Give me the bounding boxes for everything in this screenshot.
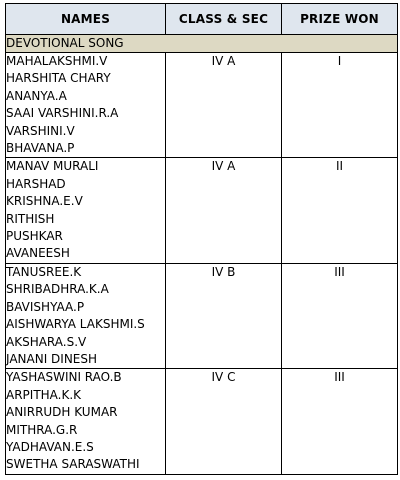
student-name: YADHAVAN.E.S xyxy=(6,439,94,454)
student-name: MAHALAKSHMI.V xyxy=(6,54,108,68)
student-name: AKSHARA.S.V xyxy=(6,334,87,349)
class-sec-cell: IV A xyxy=(166,158,282,263)
category-row xyxy=(6,35,398,53)
student-name: SAAI VARSHINI.R.A xyxy=(6,106,119,121)
student-name: PUSHKAR xyxy=(6,229,63,244)
prize-list-document xyxy=(5,3,398,475)
names-cell xyxy=(6,263,166,368)
table-row xyxy=(6,158,398,263)
class-sec-cell: IV B xyxy=(166,263,282,368)
student-name: SHRIBADHRA.K.A xyxy=(6,282,109,297)
table-row xyxy=(6,53,398,158)
student-name: VARSHINI.V xyxy=(6,123,75,138)
student-name: ANIRRUDH KUMAR xyxy=(6,405,118,420)
student-name: TANUSREE.K xyxy=(6,264,82,279)
student-name: JANANI DINESH xyxy=(6,351,98,366)
names-cell xyxy=(6,53,166,158)
student-name: SWETHA SARASWATHI xyxy=(6,457,140,472)
prize-won-cell: III xyxy=(282,263,398,368)
student-name: HARSHITA CHARY xyxy=(6,71,111,86)
names-cell xyxy=(6,158,166,263)
student-name: KRISHNA.E.V xyxy=(6,194,83,209)
prize-won-cell: II xyxy=(282,158,398,263)
student-name: ARPITHA.K.K xyxy=(6,387,82,402)
student-name: BHAVANA.P xyxy=(6,141,75,156)
names-cell xyxy=(6,369,166,474)
header-row xyxy=(6,4,398,35)
class-sec-column-header: CLASS & SEC xyxy=(166,4,282,35)
student-name: AISHWARYA LAKSHMI.S xyxy=(6,317,145,332)
student-name: RITHISH xyxy=(6,211,55,226)
class-sec-cell: IV A xyxy=(166,53,282,158)
student-name: YASHASWINI RAO.B xyxy=(6,370,122,385)
table-row xyxy=(6,263,398,368)
category-label: DEVOTIONAL SONG xyxy=(6,35,398,53)
student-name: HARSHAD xyxy=(6,176,66,191)
class-sec-cell: IV C xyxy=(166,369,282,474)
student-name: BAVISHYAA.P xyxy=(6,299,85,314)
student-name: ANANYA.A xyxy=(6,88,67,103)
prize-won-column-header: PRIZE WON xyxy=(282,4,398,35)
table-row xyxy=(6,369,398,474)
prize-table xyxy=(5,3,398,475)
student-name: MITHRA.G.R xyxy=(6,422,78,437)
prize-won-cell: III xyxy=(282,369,398,474)
names-column-header: NAMES xyxy=(6,4,166,35)
student-name: AVANEESH xyxy=(6,246,70,261)
student-name: MANAV MURALI xyxy=(6,159,99,174)
prize-won-cell: I xyxy=(282,53,398,158)
